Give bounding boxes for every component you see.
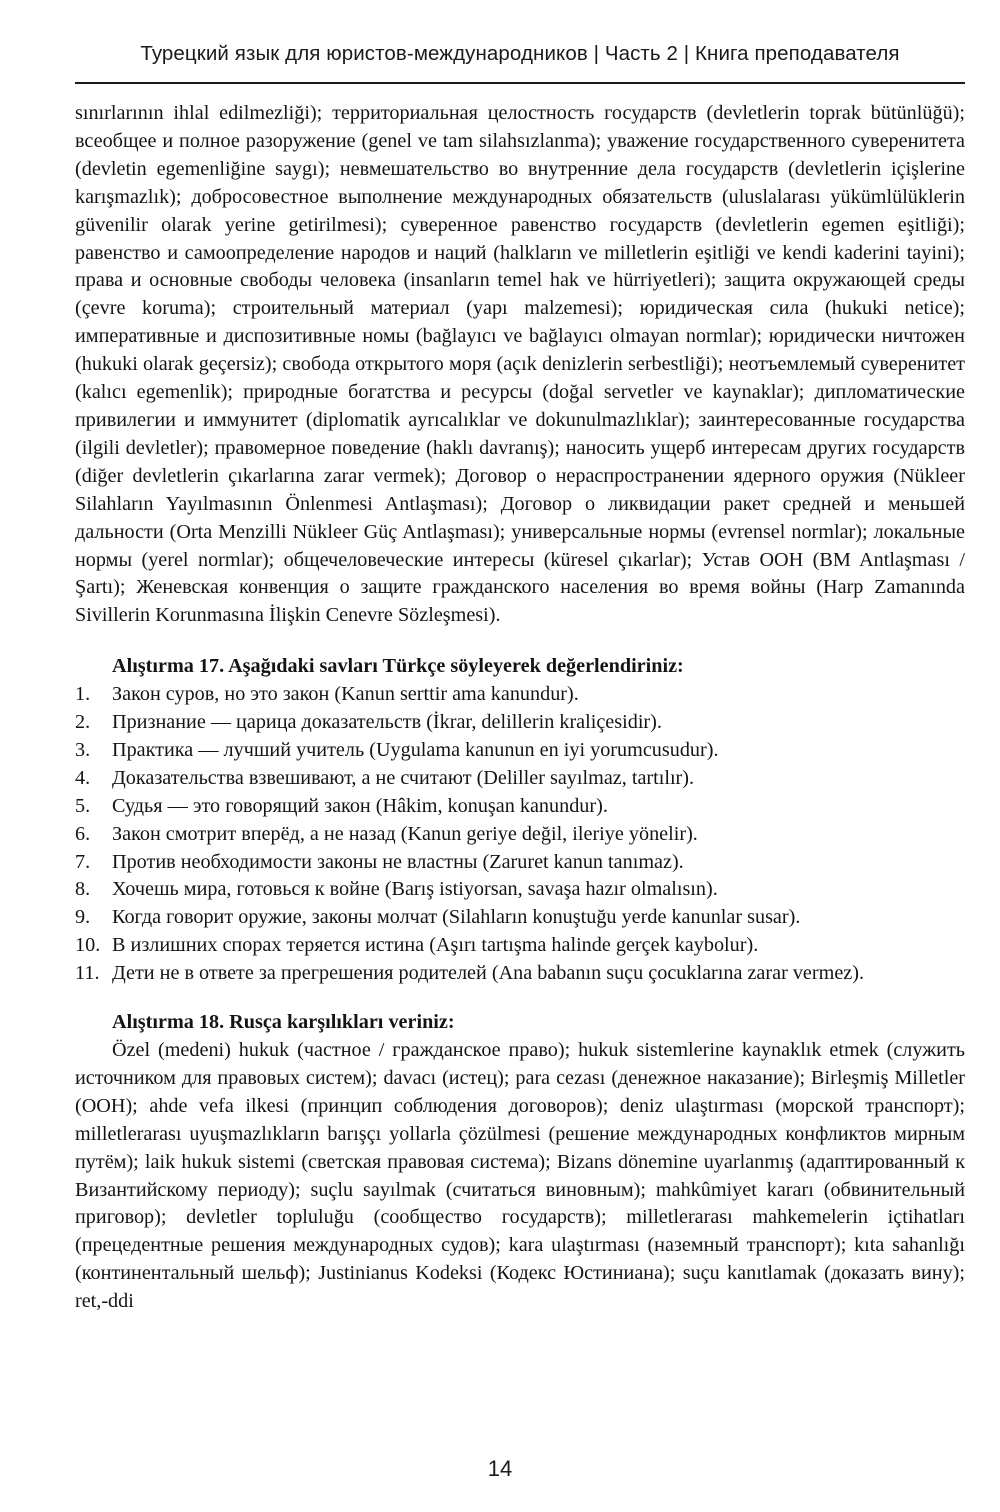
exercise-17-title: Alıştırma 17. Aşağıdaki savları Türkçe söyleyerek değerlendiriniz:: [112, 655, 684, 678]
item-text: Дети не в ответе за прегрешения родителей (Ana babanın suçu çocuklarına zarar vermez).: [112, 962, 865, 985]
item-text: В излишних спорах теряется истина (Aşırı tartışma halinde gerçek kaybolur).: [112, 934, 759, 957]
page-body: [75, 100, 965, 1316]
item-text: Когда говорит оружие, законы молчат (Silahların konuştuğu yerde kanunlar susar).: [112, 906, 801, 929]
item-number: 10.: [75, 934, 101, 957]
item-number: 1.: [75, 683, 91, 706]
item-text: Признание — царица доказательств (İkrar, delillerin kraliçesidir).: [112, 711, 662, 734]
list-item: [75, 681, 965, 709]
list-item: [75, 737, 965, 765]
item-text: Практика — лучший учитель (Uygulama kanunun en iyi yorumcusudur).: [112, 738, 719, 761]
page-number: 14: [487, 1456, 513, 1481]
item-text: Хочешь мира, готовься к войне (Barış istiyorsan, savaşa hazır olmalısın).: [112, 878, 718, 901]
item-text: Закон суров, но это закон (Kanun serttir ama kanundur).: [112, 683, 579, 706]
list-item: [75, 709, 965, 737]
list-item: [75, 849, 965, 877]
item-text: Закон смотрит вперёд, а не назад (Kanun geriye değil, ileriye yönelir).: [112, 822, 698, 845]
item-number: 7.: [75, 850, 91, 873]
header-divider: [75, 82, 965, 84]
item-text: Судья — это говорящий закон (Hâkim, konuşan kanundur).: [112, 794, 608, 817]
list-item: [75, 932, 965, 960]
exercise-18-paragraph: Özel (medeni) hukuk (частное / гражданское право); hukuk sistemlerine kaynaklık etmek (служить источником для правовых систем); davacı (истец); para cezası (денежное наказание); Birleşmiş Milletler (ООН); ahde vefa ilkesi (принцип соблюдения договоров); deniz ulaştırması (морской транспорт); milletlerarası uyuşmazlıkların barışçı yollarla çözülmesi (решение международных конфликтов мирным путём); laik hukuk sistemi (светская правовая система); Bizans dönemine uyarlanmış (адаптированный к Византийскому периоду); suçlu sayılmak (считаться виновным); mahkûmiyet kararı (обвинительный приговор); devletler topluluğu (сообщество государств); milletlerarası mahkemelerin içtihatları (прецедентные решения международных судов); kara ulaştırması (наземный транспорт); kıta sahanlığı (континентальный шельф); Justinianus Kodeksi (Кодекс Юстиниана); suçu kanıtlamak (доказать вину); ret,-ddi: [75, 1039, 965, 1313]
list-item: [75, 960, 965, 988]
list-item: [75, 793, 965, 821]
list-item: [75, 904, 965, 932]
list-item: [75, 876, 965, 904]
list-item: [75, 821, 965, 849]
item-number: 11.: [75, 962, 100, 985]
list-item: [75, 765, 965, 793]
exercise-17-list: [75, 681, 965, 988]
vocabulary-continuation-paragraph: sınırlarının ihlal edilmezliği); территориальная целостность государств (devletlerin toprak bütünlüğü); всеобщее и полное разоружение (genel ve tam silahsızlanma); уважение государственного суверенитета (devletin egemenliğine saygı); невмешательство во внутренние дела государств (devletlerin içişlerine karışmazlık); добросовестное выполнение международных обязательств (uluslalarası yükümlülüklerin güvenilir olarak yerine getirilmesi); суверенное равенство государств (devletlerin egemen eşitliği); равенство и самоопределение народов и наций (halkların ve milletlerin eşitliği ve kendi kaderini tayini); права и основные свободы человека (insanların temel hak ve hürriyetleri); защита окружающей среды (çevre koruma); строительный материал (yapı malzemesi); юридическая сила (hukuki netice); императивные и диспозитивные номы (bağlayıcı ve bağlayıcı olmayan normlar); юридически ничтожен (hukuki olarak geçersiz); свобода открытого моря (açık denizlerin serbestliği); неотъемлемый суверенитет (kalıcı egemenlik); природные богатства и ресурсы (doğal servetler ve kaynaklar); дипломатические привилегии и иммунитет (diplomatik ayrıcalıklar ve dokunulmazlıklar); заинтересованные государства (ilgili devletler); правомерное поведение (haklı davranış); наносить ущерб интересам других государств (diğer devletlerin çıkarlarına zarar vermek); Договор о нераспространении ядерного оружия (Nükleer Silahların Yayılmasının Önlenmesi Antlaşması); Договор о ликвидации ракет средней и меньшей дальности (Orta Menzilli Nükleer Güç Antlaşması); универсальные нормы (evrensel normlar); локальные нормы (yerel normlar); общечеловеческие интересы (küresel çıkarlar); Устав ООН (BM Antlaşması / Şartı); Женевская конвенция о защите гражданского населения во время войны (Harp Zamanında Sivillerin Korunmasına İlişkin Cenevre Sözleşmesi).: [75, 102, 965, 627]
item-number: 8.: [75, 878, 91, 901]
running-header: Турецкий язык для юристов-международников | Часть 2 | Книга преподавателя: [140, 42, 900, 65]
item-text: Доказательства взвешивают, а не считают (Deliller sayılmaz, tartılır).: [112, 766, 695, 789]
item-number: 3.: [75, 738, 91, 761]
item-number: 6.: [75, 822, 91, 845]
item-text: Против необходимости законы не властны (Zaruret kanun tanımaz).: [112, 850, 684, 873]
item-number: 5.: [75, 794, 91, 817]
item-number: 4.: [75, 766, 91, 789]
item-number: 9.: [75, 906, 91, 929]
item-number: 2.: [75, 711, 91, 734]
exercise-18-title: Alıştırma 18. Rusça karşılıkları veriniz:: [112, 1011, 455, 1034]
